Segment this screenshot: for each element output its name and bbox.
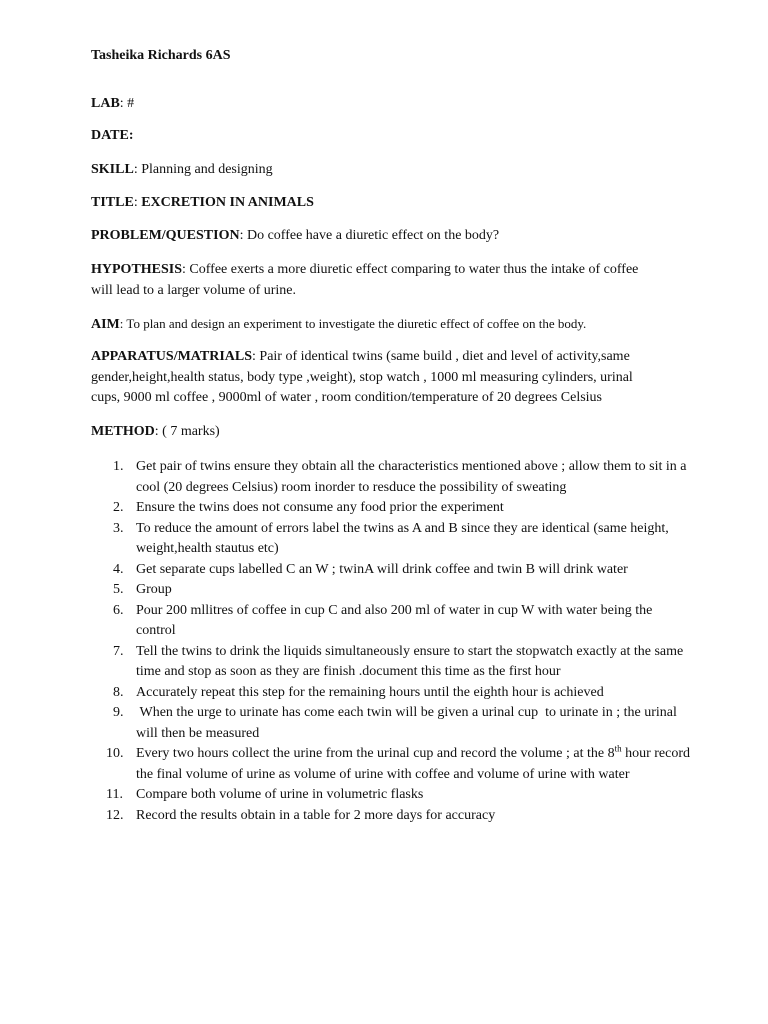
lab-value: : # (119, 96, 135, 111)
step-number: 11. (106, 787, 123, 802)
date-field: DATE: (91, 128, 134, 143)
apparatus-label: APPARATUS/MATRIALS (91, 349, 253, 364)
step-text: Ensure the twins does not consume any food prior the experiment (136, 500, 504, 515)
aim-label: AIM (91, 317, 120, 332)
lab-label: LAB (91, 96, 120, 111)
step-number: 2. (113, 500, 124, 515)
apparatus-field (91, 347, 659, 409)
method-step (91, 580, 691, 601)
step-number: 3. (113, 520, 124, 536)
title-sep: : (133, 195, 142, 210)
method-step (91, 519, 691, 560)
hypothesis-value: : Coffee exerts a more diuretic effect comparing to water thus the intake of coffee will lead to a larger volume of urine. (91, 262, 639, 298)
step-number: 10. (106, 746, 124, 761)
method-step (91, 642, 691, 683)
step-number: 1. (113, 459, 124, 474)
step-text: Compare both volume of urine in volumetric flasks (136, 787, 424, 802)
method-step (91, 744, 691, 785)
aim-field (91, 314, 586, 335)
step-text: Tell the twins to drink the liquids simultaneously ensure to start the stopwatch exactly at the same time and stop as soon as they are finish .document this time as the first hour (136, 643, 684, 679)
hypothesis-label: HYPOTHESIS (91, 262, 183, 277)
author-line: Tasheika Richards 6AS (91, 48, 231, 63)
step-number: 9. (113, 705, 124, 720)
step-text: Group (136, 582, 172, 597)
method-step (91, 601, 691, 642)
method-step (91, 703, 691, 744)
step-text: When the urge to urinate has come each twin will be given a urinal cup to urinate in ; the urinal will then be measured (136, 705, 681, 741)
method-step (91, 785, 691, 806)
skill-value: : Planning and designing (133, 162, 273, 177)
step-number: 8. (113, 684, 124, 700)
step-text: Record the results obtain in a table for 2 more days for accuracy (136, 807, 496, 823)
step-text: Pour 200 mllitres of coffee in cup C and also 200 ml of water in cup W with water being the control (136, 602, 653, 638)
step-text: To reduce the amount of errors label the twins as A and B since they are identical (same height, weight,health stautus etc) (136, 520, 669, 556)
skill-field (91, 160, 273, 180)
method-step (91, 806, 691, 827)
method-step (91, 560, 691, 581)
method-step (91, 683, 691, 704)
step-text: Get pair of twins ensure they obtain all the characteristics mentioned above ; allow them to sit in a cool (20 degrees Celsius) room inorder to resduce the possibility of sweating (136, 459, 687, 495)
step-text-before: Every two hours collect the urine from the urinal cup and record the volume ; at the 8 (136, 746, 615, 761)
step-text: Accurately repeat this step for the remaining hours until the eighth hour is achieved (136, 684, 604, 700)
hypothesis-field (91, 260, 651, 301)
skill-label: SKILL (91, 162, 134, 177)
problem-field (91, 226, 499, 246)
problem-label: PROBLEM/QUESTION (91, 228, 240, 243)
title-field (91, 193, 314, 213)
step-text-after: hour record the final volume of urine as volume of urine with coffee and volume of urine with water (136, 746, 691, 782)
aim-value: : To plan and design an experiment to investigate the diuretic effect of coffee on the body. (119, 316, 587, 331)
method-step (91, 498, 691, 519)
step-number: 7. (113, 643, 124, 659)
step-number: 4. (113, 561, 124, 577)
step-number: 5. (113, 582, 124, 597)
problem-value: : Do coffee have a diuretic effect on the body? (239, 228, 500, 243)
title-value: EXCRETION IN ANIMALS (141, 195, 314, 210)
method-field (91, 422, 220, 442)
method-step (91, 457, 691, 498)
method-value: : ( 7 marks) (154, 424, 220, 439)
step-number: 12. (106, 807, 124, 823)
step-superscript: th (614, 743, 622, 754)
step-text: Get separate cups labelled C an W ; twinA will drink coffee and twin B will drink water (136, 561, 628, 577)
apparatus-value: : Pair of identical twins (same build , diet and level of activity,same gender,height,health status, body type ,weight), stop watch , 1000 ml measuring cylinders, urinal cups, 9000 ml coffee , 9000ml of water , room condition/temperature of 20 degrees Celsius (91, 349, 633, 405)
method-steps-list (91, 457, 691, 826)
lab-field (91, 94, 134, 114)
method-label: METHOD (91, 424, 155, 439)
step-number: 6. (113, 602, 124, 618)
title-label: TITLE (91, 195, 134, 210)
